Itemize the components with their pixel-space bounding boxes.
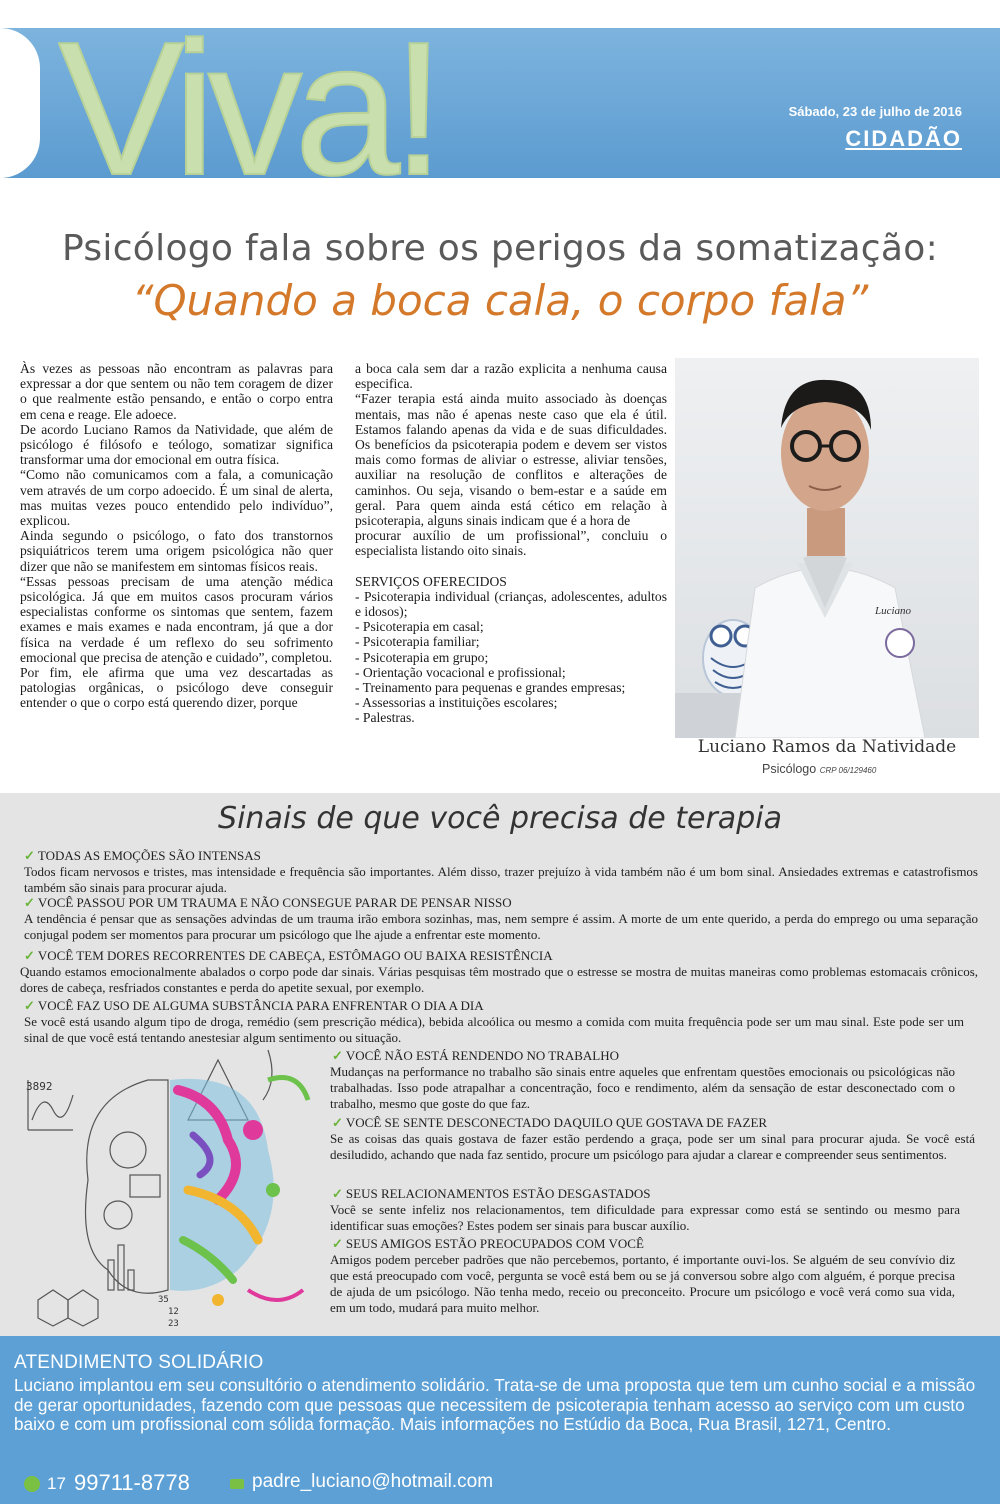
photo-caption-name: Luciano Ramos da Natividade — [697, 737, 957, 757]
check-icon: ✓ — [332, 1048, 343, 1063]
footer-banner — [0, 1336, 1000, 1504]
service-item: - Psicoterapia em grupo; — [355, 649, 489, 665]
phone-number: 99711-8778 — [74, 1470, 190, 1495]
sign-heading-text: VOCÊ SE SENTE DESCONECTADO DAQUILO QUE GOSTAVA DE FAZER — [345, 1115, 768, 1130]
brain-illustration — [18, 1040, 320, 1332]
check-icon: ✓ — [24, 848, 35, 863]
footer-text: Luciano implantou em seu consultório o atendimento solidário. Trata-se de uma proposta que tem um cunho social e a missão de gerar oportunidades, fazendo com que pessoas que necessitem de psicoterapia tenham acesso ao serviço com um custo baixo e com um profissional com sólida formação. Mais informações no Estúdio da Boca, Rua Brasil, 1271, Centro. — [14, 1375, 976, 1434]
paragraph: Ainda segundo o psicólogo, o fato dos transtornos psiquiátricos terem uma origem psicológica não quer dizer que não se manifestem em sintomas físicos reais. — [20, 528, 333, 574]
sign-heading — [24, 998, 484, 1013]
issue-date: Sábado, 23 de julho de 2016 — [788, 104, 962, 119]
sign-text: Amigos podem perceber padrões que não percebemos, portanto, é importante ouvi-los. Se alguém de seu convívio diz que está preocupado com você, pergunta se você está bem ou se já conversou sobre algo com alguém, é porque precisa de ajuda de um psicólogo. Não tenha medo, receio ou preconceito. Procure um psicólogo e você verá como sua vida, em um todo, mudará para muito melhor. — [330, 1252, 955, 1315]
service-item: - Psicoterapia em casal; — [355, 619, 484, 635]
sketch-number: 23 — [168, 1319, 179, 1329]
service-item: - Palestras. — [355, 710, 415, 726]
psychologist-photo — [675, 358, 979, 738]
sign-heading — [332, 1236, 644, 1251]
sign-text: Você se sente infeliz nos relacionamentos, tem dificuldade para expressar como está se sentindo ou mesmo para identificar suas emoções? Estes podem ser sinais para buscar auxílio. — [330, 1202, 960, 1233]
paragraph: “Fazer terapia está ainda muito associado às doenças mentais, mas não é apenas neste caso que ela é útil. Estamos falando apenas da vida e de suas dificuldades. Os benefícios da psicoterapia podem e devem ser vistos mais como formas de aliviar o estresse, aliviar tensões, auxiliar na resolução de conflitos e alterações de caminhos. Ou seja, visando o bem-estar e a saúde em geral. Para quem ainda está cético em relação à psicoterapia, alguns sinais indicam que é a hora de — [355, 391, 667, 529]
sign-text: Se as coisas das quais gostava de fazer estão perdendo a graça, pode ser um sinal para procurar ajuda. Se você está desiludido, achando que nada faz sentido, procure um psicólogo para ajudar a clarear e compreender seus sentimentos. — [330, 1131, 975, 1162]
service-item: - Psicoterapia individual (crianças, adolescentes, adultos e idosos); — [355, 588, 667, 620]
section-name: CIDADÃO — [845, 126, 962, 151]
sign-text: Quando estamos emocionalmente abalados o corpo pode dar sinais. Várias pesquisas têm mostrado que o estresse se mostra de muitas maneiras como problemas estomacais crônicos, dores de cabeça, resfriados constantes e perda do apetite sexual, por exemplo. — [20, 964, 978, 995]
check-icon: ✓ — [332, 1186, 343, 1201]
headline-line-2: “Quando a boca cala, o corpo fala” — [131, 276, 869, 325]
role-text: Psicólogo — [762, 762, 817, 776]
sign-heading-text: VOCÊ NÃO ESTÁ RENDENDO NO TRABALHO — [345, 1048, 620, 1063]
sketch-number: 3892 — [26, 1080, 53, 1093]
phone-area-code: 17 — [47, 1474, 66, 1493]
crp-number: CRP 06/129460 — [819, 766, 877, 775]
viva-logo — [58, 4, 528, 204]
email-address: padre_luciano@hotmail.com — [252, 1471, 494, 1492]
sketch-number: 35 — [158, 1295, 169, 1305]
service-item: - Assessorias a instituições escolares; — [355, 695, 558, 711]
whatsapp-icon — [24, 1476, 40, 1492]
sign-heading — [24, 948, 553, 963]
article-column-1 — [20, 361, 333, 711]
sign-heading — [24, 895, 512, 910]
service-item: - Treinamento para pequenas e grandes empresas; — [355, 680, 626, 696]
sign-text: Mudanças na performance no trabalho são sinais entre aqueles que enfrentam questões emocionais ou psicológicas não trabalhadas. Isso pode atrapalhar a concentração, foco e rendimento, além da sensação de estar desconectado com o trabalho, mesmo que goste do que faz. — [330, 1064, 955, 1111]
sign-heading — [332, 1186, 651, 1201]
paragraph: De acordo Luciano Ramos da Natividade, que além de psicólogo é filósofo e teólogo, somatizar significa transformar uma dor emocional em outra física. — [20, 421, 333, 468]
sign-heading-text: VOCÊ TEM DORES RECORRENTES DE CABEÇA, ESTÔMAGO OU BAIXA RESISTÊNCIA — [37, 948, 553, 963]
sign-heading-text: VOCÊ FAZ USO DE ALGUMA SUBSTÂNCIA PARA ENFRENTAR O DIA A DIA — [37, 998, 484, 1013]
check-icon: ✓ — [332, 1115, 343, 1130]
logo-text: Viva! — [58, 4, 437, 204]
sign-text: Todos ficam nervosos e tristes, mas intensidade e frequência são importantes. Além disso, trazer prejuízo à vida também não é um bom sinal. Ansiedades extremas e catastrofismos também são sinais para procurar ajuda. — [24, 864, 978, 895]
check-icon: ✓ — [24, 895, 35, 910]
sketch-number: 12 — [168, 1307, 179, 1317]
article-column-2 — [355, 361, 667, 726]
signs-title: Sinais de que você precisa de terapia — [218, 801, 782, 836]
paragraph: “Essas pessoas precisam de uma atenção médica psicológica. Já que em muitos casos procuram vários especialistas conforme os sintomas que sentem, fazem exames e mais exames e nada encontram, já que a dor física na verdade é um reflexo do seu sofrimento emocional que precisa de atenção e cuidado”, completou. — [20, 573, 333, 665]
sign-heading — [332, 1048, 619, 1063]
check-icon: ✓ — [24, 998, 35, 1013]
footer-title: ATENDIMENTO SOLIDÁRIO — [14, 1352, 264, 1373]
sign-heading-text: SEUS AMIGOS ESTÃO PREOCUPADOS COM VOCÊ — [345, 1236, 644, 1251]
paragraph: procurar auxílio de um profissional”, concluiu o especialista listando oito sinais. — [355, 528, 667, 559]
sign-heading-text: SEUS RELACIONAMENTOS ESTÃO DESGASTADOS — [345, 1186, 651, 1201]
services-title: SERVIÇOS OFERECIDOS — [355, 573, 507, 589]
sign-heading-text: TODAS AS EMOÇÕES SÃO INTENSAS — [37, 848, 261, 863]
check-icon: ✓ — [332, 1236, 343, 1251]
photo-caption-role — [762, 762, 876, 776]
paragraph: “Como não comunicamos com a fala, a comunicação vem através de um corpo adoecido. É um sinal de alerta, mas muitas vezes pouco entendido pelo indivíduo”, explicou. — [20, 467, 333, 529]
service-item: - Psicoterapia familiar; — [355, 634, 480, 650]
headline-line-1: Psicólogo fala sobre os perigos da somatização: — [61, 228, 939, 269]
check-icon: ✓ — [24, 948, 35, 963]
sign-text: A tendência é pensar que as sensações advindas de um trauma irão embora sozinhas, mas, nem sempre é assim. A morte de um ente querido, a perda do emprego ou uma separação conjugal podem ser momentos para procurar um psicólogo que lhe ajude a enfrentar este momento. — [24, 911, 978, 942]
sign-heading — [24, 848, 261, 863]
paragraph: Às vezes as pessoas não encontram as palavras para expressar a dor que sentem ou não tem coragem de dizer o que realmente estão pensando, e então o corpo entra em cena e reage. Ele adoece. — [20, 361, 333, 422]
paragraph: Por fim, ele afirma que uma vez descartadas as patologias orgânicas, o psicólogo deve conseguir entender o que o corpo está querendo dizer, porque — [20, 665, 333, 711]
sign-heading — [332, 1115, 767, 1130]
psychologist-illustration — [675, 358, 979, 738]
email-icon — [230, 1479, 244, 1489]
sign-heading-text: VOCÊ PASSOU POR UM TRAUMA E NÃO CONSEGUE PARAR DE PENSAR NISSO — [37, 895, 512, 910]
sign-text: Se você está usando algum tipo de droga, remédio (sem prescrição médica), bebida alcoólica ou mesmo a comida com muita frequência pode ser um mau sinal. Este pode ser um sinal de que você está tentando anestesiar algum sentimento ou situação. — [24, 1014, 964, 1045]
service-item: - Orientação vocacional e profissional; — [355, 664, 566, 680]
coat-name-label: Luciano — [875, 605, 912, 617]
paragraph: a boca cala sem dar a razão explicita a nenhuma causa especifica. — [355, 361, 667, 392]
